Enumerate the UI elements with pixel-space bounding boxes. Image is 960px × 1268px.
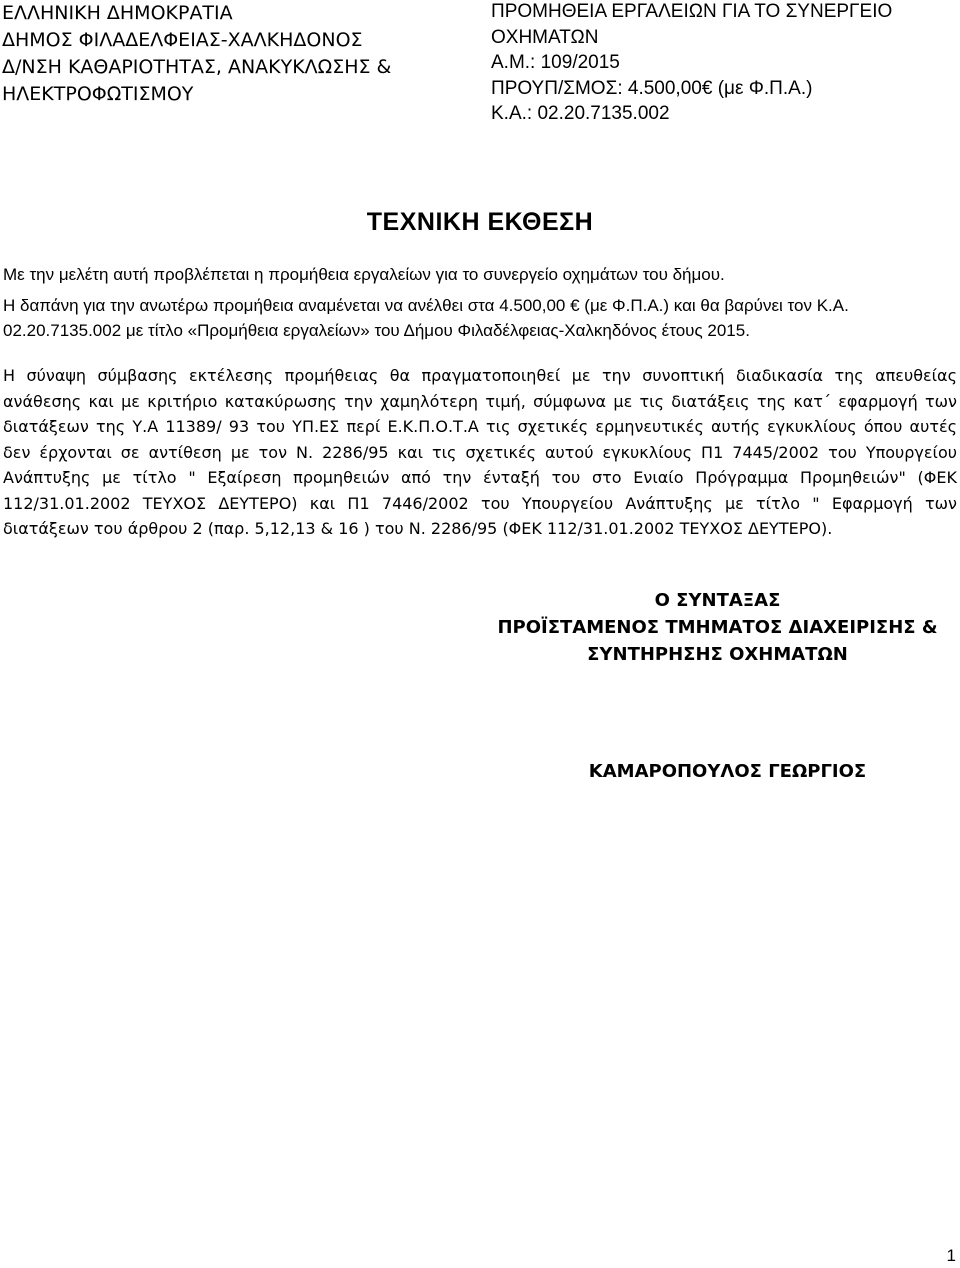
- document-title: ΤΕΧΝΙΚΗ ΕΚΘΕΣΗ: [366, 208, 594, 236]
- issuer-department: Δ/ΝΣΗ ΚΑΘΑΡΙΟΤΗΤΑΣ, ΑΝΑΚΥΚΛΩΣΗΣ &: [2, 56, 392, 78]
- issuer-header: [2, 0, 422, 108]
- issuer-country: ΕΛΛΗΝΙΚΗ ΔΗΜΟΚΡΑΤΙΑ: [2, 2, 233, 24]
- paragraph-procedure-line: διατάξεων της Υ.Α 11389/ 93 του ΥΠ.ΕΣ περί Ε.Κ.Π.Ο.Τ.Α τις σχετικές ερμηνευτικές αυτής εγκυκλίους όπου αυτές: [3, 417, 957, 436]
- project-budget: ΠΡΟΥΠ/ΣΜΟΣ: 4.500,00€ (με Φ.Π.Α.): [491, 77, 813, 99]
- issuer-municipality: ΔΗΜΟΣ ΦΙΛΑΔΕΛΦΕΙΑΣ-ΧΑΛΚΗΔΟΝΟΣ: [2, 29, 363, 51]
- paragraph-procedure-line: διατάξεων του άρθρου 2 (παρ. 5,12,13 & 16 ) του Ν. 2286/95 (ΦΕΚ 112/31.01.2002 ΤΕΥΧΟΣ ΔΕΥΤΕΡΟ).: [3, 519, 833, 538]
- signature-block: [480, 587, 955, 668]
- signature-role-author: Ο ΣΥΝΤΑΞΑΣ: [654, 590, 781, 611]
- project-header: [491, 0, 951, 127]
- signature-role-head: ΠΡΟΪΣΤΑΜΕΝΟΣ ΤΜΗΜΑΤΟΣ ΔΙΑΧΕΙΡΙΣΗΣ &: [497, 617, 938, 638]
- issuer-department-cont: ΗΛΕΚΤΡΟΦΩΤΙΣΜΟΥ: [2, 83, 194, 105]
- paragraph-procedure-line: 112/31.01.2002 ΤΕΥΧΟΣ ΔΕΥΤΕΡΟ) και Π1 7446/2002 του Υπουργείου Ανάπτυξης με τίτλο " Εφαρμογή των: [3, 493, 957, 513]
- paragraph-cost: [3, 293, 957, 343]
- paragraph-cost-line: 02.20.7135.002 με τίτλο «Προμήθεια εργαλείων» του Δήμου Φιλαδέλφειας-Χαλκηδόνος έτους 2015.: [3, 321, 750, 340]
- paragraph-procedure-line: Ανάπτυξης με τίτλο " Εξαίρεση προμηθειών από την ένταξή του στο Ενιαίο Πρόγραμμα Προμηθειών" (ΦΕΚ: [3, 468, 957, 487]
- project-budget-code: Κ.Α.: 02.20.7135.002: [491, 103, 670, 124]
- project-title-cont: ΟΧΗΜΑΤΩΝ: [491, 26, 599, 48]
- paragraph-scope: Με την μελέτη αυτή προβλέπεται η προμήθεια εργαλείων για το συνεργείο οχημάτων του δήμου.: [3, 265, 725, 284]
- signature-name: ΚΑΜΑΡΟΠΟΥΛΟΣ ΓΕΩΡΓΙΟΣ: [588, 761, 867, 782]
- signature-role-head-cont: ΣΥΝΤΗΡΗΣΗΣ ΟΧΗΜΑΤΩΝ: [587, 644, 848, 665]
- paragraph-procedure-line: δεν έρχονται σε αντίθεση με τον Ν. 2286/95 και τις σχετικές αυτού εγκυκλίους Π1 7445/2002 του Υπουργείου: [3, 442, 957, 462]
- paragraph-cost-line: Η δαπάνη για την ανωτέρω προμήθεια αναμένεται να ανέλθει στα 4.500,00 € (με Φ.Π.Α.) και θα βαρύνει τον Κ.Α.: [3, 296, 849, 315]
- paragraph-procedure-line: Η σύναψη σύμβασης εκτέλεσης προμήθειας θα πραγματοποιηθεί με την συνοπτική διαδικασία της απευθείας: [3, 366, 957, 385]
- paragraph-procedure: [3, 363, 957, 542]
- page-number: 1: [946, 1246, 956, 1265]
- project-title: ΠΡΟΜΗΘΕΙΑ ΕΡΓΑΛΕΙΩΝ ΓΙΑ ΤΟ ΣΥΝΕΡΓΕΙΟ: [491, 1, 893, 22]
- project-study-number: Α.Μ.: 109/2015: [491, 52, 620, 73]
- paragraph-procedure-line: ανάθεσης και με κριτήριο κατακύρωσης την χαμηλότερη τιμή, σύμφωνα με τις διατάξεις της κατ΄ εφαρμογή των: [3, 391, 957, 411]
